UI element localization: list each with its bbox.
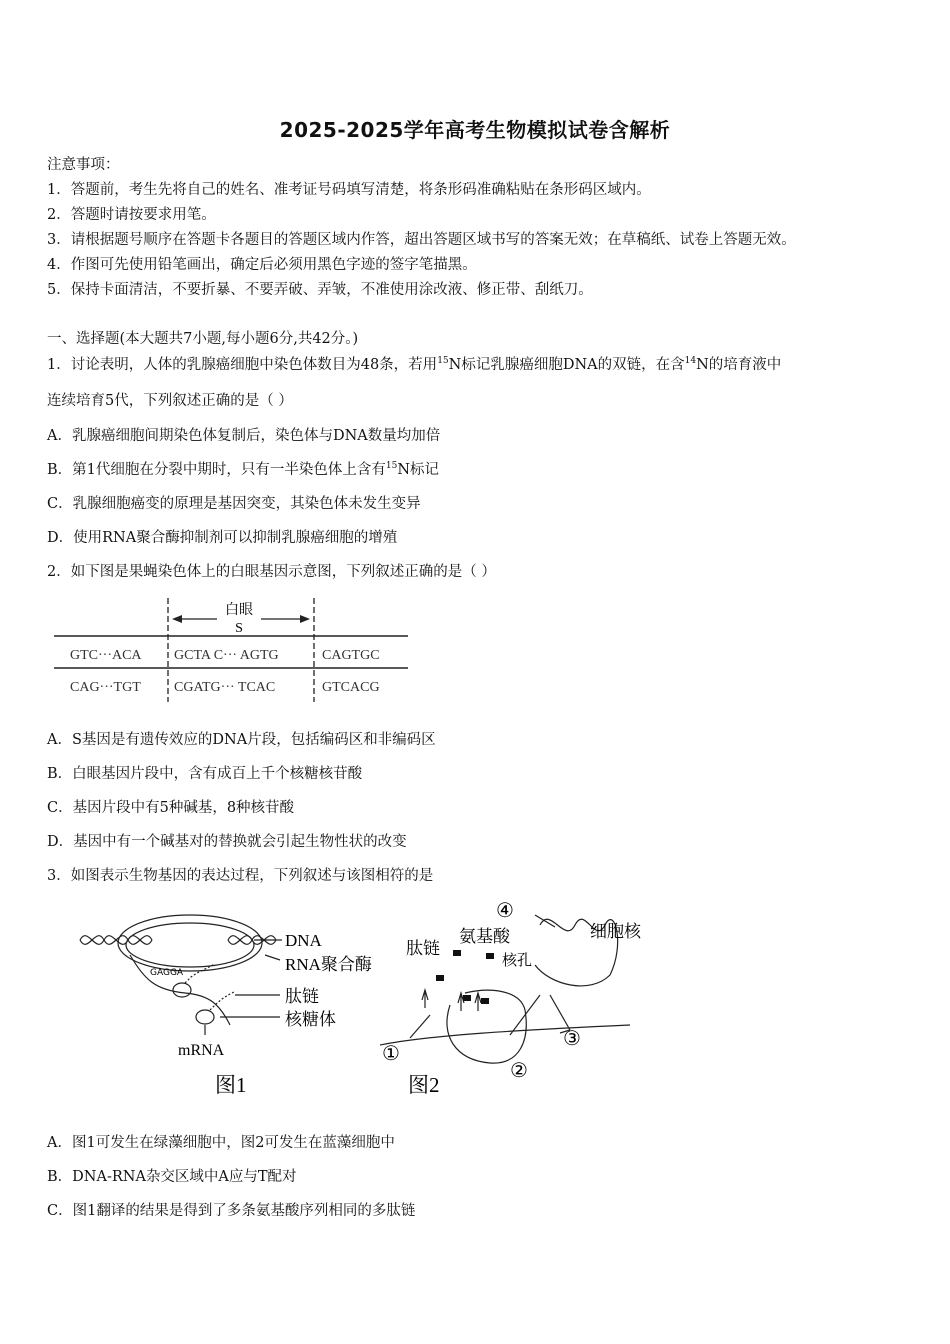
amino-acid-1 [463, 995, 471, 1001]
pointer-line-1 [410, 1015, 430, 1038]
bottom-gene-seq: CGATG··· TCAC [174, 680, 276, 695]
trna-1 [422, 990, 428, 1008]
ribosome-2 [196, 1010, 214, 1024]
section-heading: 一、选择题(本大题共7小题,每小题6分,共42分。) [47, 331, 359, 347]
marker-3: ③ [563, 1028, 581, 1050]
marker-4: ④ [496, 900, 514, 922]
q2-option-c: C．基因片段中有5种碱基，8种核苷酸 [47, 800, 295, 816]
q1-option-c: C．乳腺细胞癌变的原理是基因突变，其染色体未发生变异 [47, 496, 421, 512]
amino-acid-free-3 [436, 975, 444, 981]
q3-option-a: A．图1可发生在绿藻细胞中，图2可发生在蓝藻细胞中 [47, 1135, 395, 1151]
arrow-left-head [172, 615, 182, 623]
notice-item-4: 4．作图可先使用铅笔画出，确定后必须用黑色字迹的签字笔描黑。 [47, 257, 477, 273]
notice-item-3: 3．请根据题号顺序在答题卡各题目的答题区域内作答，超出答题区域书写的答案无效；在草稿纸、试卷上答题无效。 [47, 232, 796, 248]
amino-acid-free-2 [486, 953, 494, 959]
gene-expression-figures [70, 895, 660, 1100]
label-rna-polymerase: RNA聚合酶 [285, 955, 372, 974]
notice-item-1: 1．答题前，考生先将自己的姓名、准考证号码填写清楚，将条形码准确粘贴在条形码区域内。 [47, 182, 651, 198]
label-nuclear-pore: 核孔 [502, 953, 533, 969]
notice-item-5: 5．保持卡面清洁，不要折暴、不要弄破、弄皱，不准使用涂改液、修正带、刮纸刀。 [47, 282, 593, 298]
q2-stem: 2．如下图是果蝇染色体上的白眼基因示意图，下列叙述正确的是（ ） [47, 564, 496, 580]
amino-acid-free-1 [453, 950, 461, 956]
q3-option-b: B．DNA-RNA杂交区域中A应与T配对 [47, 1169, 297, 1185]
q1-stem: 1．讨论表明，人体的乳腺癌细胞中染色体数目为48条，若用$^{15}$N标记乳腺癌细胞DNA的双链，在含$^{14}$N的培育液中 [47, 356, 782, 373]
gene-symbol: S [235, 621, 243, 636]
label-peptide: 肽链 [285, 987, 319, 1006]
pointer-line-3a [510, 995, 540, 1035]
label-peptide-2: 肽链 [406, 939, 440, 958]
q3-option-c: C．图1翻译的结果是得到了多条氨基酸序列相同的多肽链 [47, 1203, 416, 1219]
label-mrna: mRNA [178, 1042, 225, 1059]
label-nucleus: 细胞核 [590, 922, 641, 941]
gene-diagram [54, 596, 414, 706]
page-title: 2025-2025学年高考生物模拟试卷含解析 [279, 118, 671, 142]
nuclear-membrane [380, 1025, 630, 1045]
top-left-seq: GTC···ACA [70, 648, 142, 663]
trna-3 [475, 993, 481, 1011]
q3-stem: 3．如图表示生物基因的表达过程，下列叙述与该图相符的是 [47, 868, 434, 884]
bottom-right-seq: GTCACG [322, 680, 380, 695]
notice-item-2: 2．答题时请按要求用笔。 [47, 207, 216, 223]
figure-2-caption: 图2 [408, 1073, 440, 1097]
peptide-chain-2 [210, 992, 234, 1010]
marker-2: ② [510, 1060, 528, 1082]
label-ribosome: 核糖体 [285, 1010, 336, 1029]
top-right-seq: CAGTGC [322, 648, 380, 663]
q2-option-a: A．S基因是有遗传效应的DNA片段，包括编码区和非编码区 [47, 732, 436, 748]
bottom-left-seq: CAG···TGT [70, 680, 141, 695]
label-dna: DNA [285, 931, 322, 950]
pointer-line-3b [550, 995, 570, 1030]
ribosome-1 [173, 983, 191, 997]
amino-acid-2 [481, 998, 489, 1004]
q1-option-a: A．乳腺癌细胞间期染色体复制后，染色体与DNA数量均加倍 [47, 428, 441, 444]
figure-1-caption: 图1 [215, 1073, 247, 1097]
arrow-right-head [300, 615, 310, 623]
q2-option-d: D．基因中有一个碱基对的替换就会引起生物性状的改变 [47, 834, 407, 850]
seq-label: GAGGA [150, 968, 184, 978]
q1-stem-line2: 连续培育5代，下列叙述正确的是（ ） [47, 393, 293, 409]
top-gene-seq: GCTA C··· AGTG [174, 648, 279, 663]
q2-option-b: B．白眼基因片段中，含有成百上千个核糖核苷酸 [47, 766, 363, 782]
notice-heading: 注意事项： [47, 157, 120, 173]
marker-1: ① [382, 1043, 400, 1065]
q1-option-b: B．第1代细胞在分裂中期时，只有一半染色体上含有$^{15}$N标记 [47, 461, 440, 478]
gene-label: 白眼 [225, 603, 253, 618]
label-amino-acid: 氨基酸 [459, 927, 510, 946]
q1-option-d: D．使用RNA聚合酶抑制剂可以抑制乳腺癌细胞的增殖 [47, 530, 398, 546]
